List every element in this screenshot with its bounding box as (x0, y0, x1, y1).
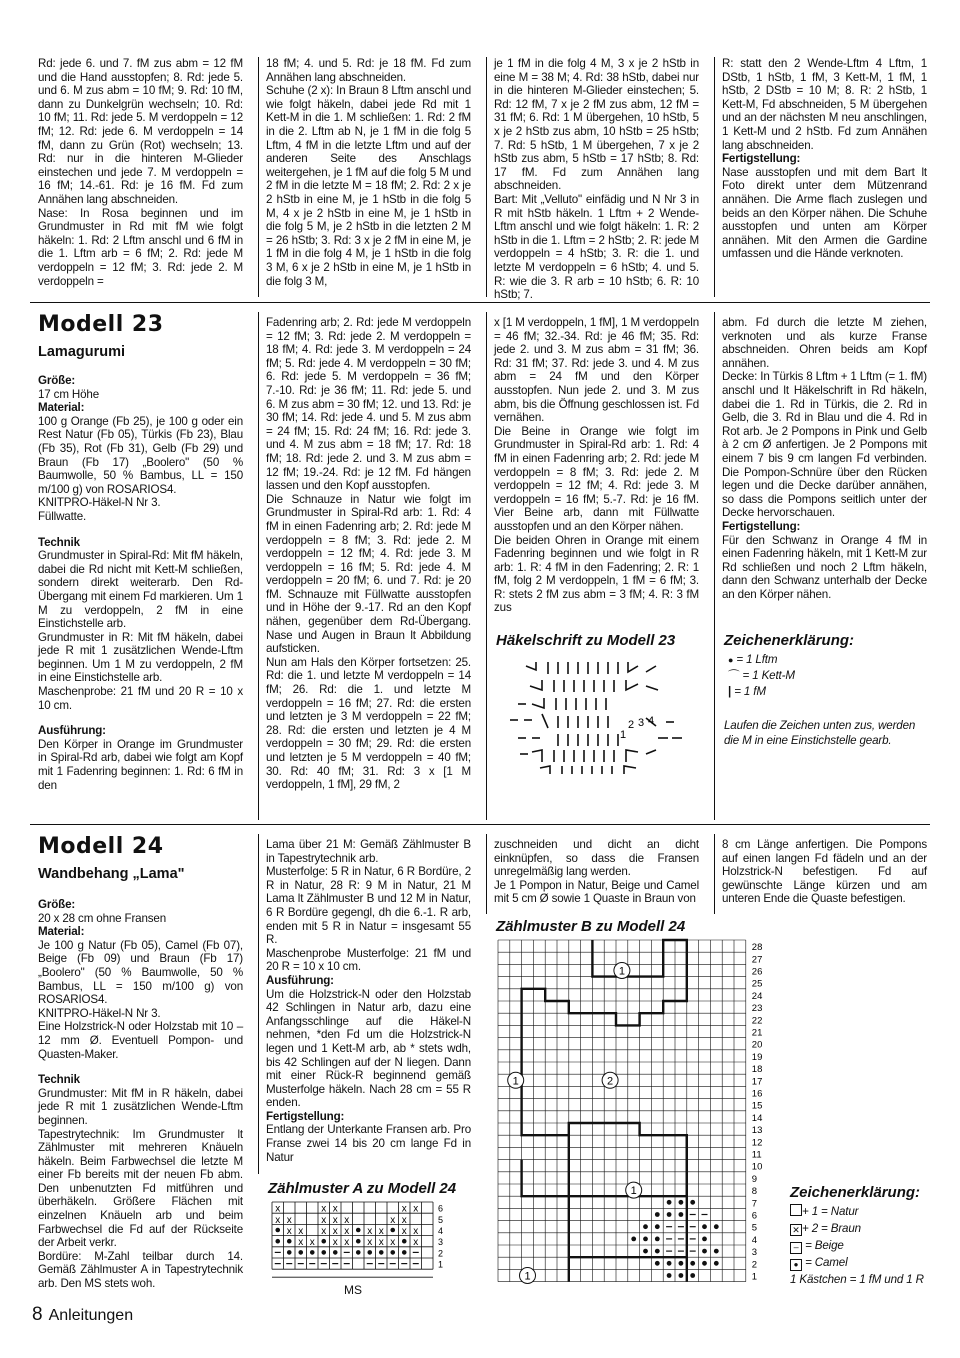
top-col-4 (722, 57, 927, 261)
m24-zaehlmuster-a (270, 1200, 460, 1300)
vdiv-i (714, 834, 715, 914)
m23-technik-h: Technik (38, 535, 80, 549)
top-col-1 (38, 57, 243, 288)
svg-text:11: 11 (751, 1149, 762, 1161)
m23-material2: KNITPRO-Häkel-N Nr 3. (38, 496, 161, 510)
svg-text:14: 14 (751, 1112, 763, 1124)
m23-groesse: 17 cm Höhe (38, 387, 100, 401)
dash-square-icon: – (790, 1242, 802, 1254)
m23-gm-r: Grundmuster in R: Mit fM häkeln, dabei jede R mit 1 zusätzlichen Wende-Lftm beginnen. Um 1 M zu verdoppeln, 2 fM in eine Einstichstelle arb. (38, 630, 243, 685)
bar-icon: | (728, 685, 732, 698)
m23-maschenprobe: Maschenprobe: 21 fM und 20 R = 10 x 10 cm. (38, 685, 243, 712)
top-c4-heading: Fertigstellung: (722, 152, 801, 166)
svg-text:19: 19 (751, 1051, 763, 1063)
m24-col-4 (722, 838, 927, 906)
svg-text:2: 2 (751, 1259, 758, 1271)
chart-num-4: 4 (648, 715, 655, 727)
vdiv-h (486, 834, 487, 914)
m24-zb-legend (790, 1203, 940, 1288)
svg-text:x: x (275, 1214, 281, 1226)
m24-c2-ausf: Ausführung: (266, 973, 334, 987)
m23-c4-heading: Fertigstellung: (722, 519, 801, 533)
zb-legend-braun-text: + 2 = Braun (802, 1222, 861, 1235)
top-c3-p2: Bart: Mit „Velluto" einfädig und N Nr 3 in R mit hStb häkeln. 1 Lftm + 2 Wende-Lftm anschl und wie folgt häkeln: 1. R: 2 hStb in die 1. Lftm = 2 hStb; 2. R: jede M verdoppeln = 4 hStb; 3. R: die 1. und letzte M verdoppeln = 6 hStb; 4. und 5. R: wie die 3. R arb = 10 hStb; 6. R: 10 hStb; 7. (494, 192, 699, 302)
svg-text:1: 1 (438, 1259, 444, 1270)
m23-c3-p1: x [1 M verdoppeln, 1 fM], 1 M verdoppeln = 46 fM; 32.-34. Rd: je 46 fM; 35. Rd: jede 2. und 3. M zus abm = 31 fM; 36. Rd: 31 fM; 37. Rd: jede 3. und 4. M zus abm = 24 fM und den Körper ausstopfen. Nun jede 2. und 3. M zus abm, bis die Öffnung geschlossen ist. Fd vernähen. (494, 316, 699, 425)
svg-text:6: 6 (438, 1203, 444, 1214)
m23-material: 100 g Orange (Fb 25), je 100 g oder ein Rest Natur (Fb 05), Türkis (Fb 23), Blau (Fb 35), Rot (Fb 31), Gelb (Fb 29) und Braun (Fb 17) „Boolero" (50 % Baumwolle, 50 % Bambus, LL = 150 m/100 g) von ROSARIOS4. (38, 414, 243, 496)
vdiv-g (258, 834, 259, 1174)
svg-text:2: 2 (438, 1248, 444, 1259)
top-c4-p2: Nase ausstopfen und mit dem Bart lt Foto direkt unter dem Mützenrand annähen. Die Arme flach zuslegen und beids an den Körper nähen. Die Schuhe ausstopfen und unten am Körper annähen. Mit den Armen die Gardine umfassen und die Hände verknoten. (722, 165, 927, 261)
page-number: 8 (32, 1304, 43, 1325)
arc-dot-icon: ⌒ (728, 669, 740, 682)
page-footer (32, 1304, 133, 1326)
svg-text:27: 27 (751, 954, 763, 966)
svg-text:x: x (298, 1237, 304, 1249)
zb-legend-natur-text: + 1 = Natur (802, 1205, 859, 1218)
svg-text:18: 18 (751, 1064, 763, 1076)
m23-c4-p2: Decke: In Türkis 8 Lftm + 1 Lftm (= 1. fM) anschl und lt Häkelschrift in Rd häkeln, dabei die 1. Rd in Türkis, die 2. Rd in Gelb, die 3. Rd in Blau und die 4. Rd in Rot arb. Je 2 Pompons in Pink und Gelb à 2 cm Ø anfertigen. Je 2 Pompons mit einem 7 bis 9 cm langen Fd verbinden. Die Pompon-Schnüre über den Rücken legen und die Decke darüber annähen, so dass die Pompons seitlich unter der Decke hervorschauen. (722, 370, 927, 520)
m23-c2-p3: Nun am Hals den Körper fortsetzen: 25. Rd: die 1. und letzte M verdoppeln = 14 fM; 26. Rd: die 1. und letzte M verdoppeln = 16 fM; 27. Rd: die ersten und letzten je 3 M verdoppeln = 22 fM; 28. Rd: die ersten und letzten je 4 M verdoppeln = 30 fM; 29. Rd: die ersten und letzten je 5 M verdoppeln = 40 fM; 30. Rd: 40 fM; 31. Rd: 3 x [1 M verdoppeln, 1 fM], 29 fM, 2 (266, 655, 471, 792)
svg-text:4: 4 (438, 1226, 444, 1236)
legend-fm-text: = 1 fM (734, 685, 766, 698)
svg-text:x: x (309, 1237, 315, 1249)
top-col-2 (266, 57, 471, 288)
m23-col-4 (722, 316, 927, 601)
top-c4-p1: R: statt den 2 Wende-Lftm 4 Lftm, 1 DStb, 1 hStb, 1 fM, 3 Kett-M, 1 fM, 1 hStb, 2 DStb = 10 M; 8. R: 2 hStb, 1 Kett-M, Fd abschneiden, 5 M übergehen und an der nächsten M neu anschlingen, 1 Kett-M und 2 hStb. Fd zum Annähen lang abschneiden. (722, 57, 927, 152)
vdiv-a (258, 57, 259, 297)
dot-square-icon: ● (790, 1259, 802, 1271)
m23-gm-spiral: Grundmuster in Spiral-Rd: Mit fM häkeln, dabei die Rd nicht mit Kett-M schließen, sondern direkt weiterarb. Den Rd-Übergang mit einem Fd markieren. Um 1 M zu verdoppeln, 2 fM in eine Einstichstelle arb. (38, 549, 243, 631)
svg-text:x: x (413, 1237, 419, 1249)
m24-c3-p2: Je 1 Pompon in Natur, Beige und Camel mit 5 cm Ø sowie 1 Quaste in Braun von (494, 878, 699, 906)
svg-text:2: 2 (607, 1075, 614, 1088)
svg-text:7: 7 (751, 1198, 758, 1210)
chart-num-3: 3 (638, 717, 645, 729)
svg-text:x: x (390, 1237, 396, 1249)
svg-text:20: 20 (751, 1039, 763, 1051)
svg-text:x: x (401, 1203, 407, 1215)
vdiv-c (714, 57, 715, 297)
svg-text:5: 5 (438, 1214, 444, 1225)
m24-material3: Eine Holzstrick-N oder Holzstab mit 10 – 12 mm Ø. Eventuell Pompon- und Quasten-Maker. (38, 1020, 243, 1061)
svg-text:x: x (344, 1237, 350, 1249)
svg-text:x: x (332, 1203, 338, 1215)
svg-text:x: x (344, 1226, 350, 1237)
svg-text:x: x (401, 1226, 407, 1237)
chart-num-2: 2 (628, 719, 635, 731)
m24-c2-fert: Fertigstellung: (266, 1109, 345, 1123)
top-c2-p1: 18 fM; 4. und 5. Rd: je 18 fM. Fd zum Annähen lang abschneiden. (266, 57, 471, 84)
svg-text:x: x (332, 1214, 338, 1226)
m23-ausf: Den Körper in Orange im Grundmuster in Spiral-Rd arb, dabei wie folgt am Kopf mit 1 Fadenring beginnen: 1. Rd: 6 fM in den (38, 737, 243, 792)
m24-c2-p3: Maschenprobe Musterfolge: 21 fM und 20 R = 10 x 10 cm. (266, 946, 471, 974)
m24-c2-p1: Lama über 21 M: Gemäß Zählmuster B in Tapestrytechnik arb. (266, 838, 471, 865)
svg-text:x: x (298, 1226, 304, 1237)
svg-text:21: 21 (751, 1027, 763, 1039)
legend-fm (728, 684, 928, 700)
svg-text:x: x (321, 1214, 327, 1226)
m24-za-ms: MS (344, 1283, 362, 1297)
m24-col-3 (494, 838, 699, 906)
m24-zb-legend-caption: Zeichenerklärung: (790, 1184, 921, 1201)
svg-text:12: 12 (751, 1137, 763, 1149)
m24-material-h: Material: (38, 925, 85, 939)
dot-icon: ● (728, 655, 734, 665)
svg-text:x: x (332, 1237, 338, 1249)
vdiv-d (258, 312, 259, 820)
vdiv-f (714, 312, 715, 820)
m23-material3: Füllwatte. (38, 509, 87, 523)
m24-c2-p5: Entlang der Unterkante Fransen arb. Pro Franse zwei 14 bis 20 cm lange Fd in Natur (266, 1123, 471, 1164)
m24-material: Je 100 g Natur (Fb 05), Camel (Fb 07), Beige (Fb 09) und Braun (Fb 17) „Boolero" (50 % Baumwolle, 50 % Bambus, LL = 150 m/100 g) von ROSARIOS4. (38, 938, 243, 1007)
svg-text:x: x (390, 1214, 396, 1226)
svg-text:10: 10 (751, 1161, 763, 1173)
legend-lftm (728, 652, 928, 668)
m24-title: Modell 24 (38, 834, 164, 859)
chart-num-1: 1 (620, 729, 627, 741)
svg-text:x: x (378, 1226, 384, 1237)
divider-top (30, 302, 930, 303)
svg-text:9: 9 (751, 1173, 758, 1185)
m24-technik-h: Technik (38, 1073, 80, 1087)
m24-bord: Bordüre: M-Zahl teilbar durch 14. Gemäß Zählmuster A in Tapestrytechnik arb. Den MS stets woh. (38, 1249, 243, 1291)
svg-text:25: 25 (751, 978, 763, 990)
svg-text:1: 1 (630, 1185, 637, 1198)
vdiv-b (486, 57, 487, 297)
m24-zb-caption: Zählmuster B zu Modell 24 (496, 918, 686, 935)
svg-text:3: 3 (438, 1237, 444, 1248)
chart-strokes (510, 662, 682, 774)
svg-text:3: 3 (751, 1247, 758, 1259)
m23-haekelschrift-chart (496, 654, 706, 774)
m23-legend-note: Laufen die Zeichen unten zus, werden die M in eine Einstichstelle gearb. (724, 719, 916, 747)
svg-text:1: 1 (512, 1075, 519, 1088)
m24-tap: Tapestrytechnik: Im Grundmuster lt Zählmuster mit mehreren Knäueln häkeln. Beim Farbwechsel die letzte M einer Fb bereits mit der neuen Fb abm. Den unbenutzten Fd mitführen und überhäkeln. Größere Flächen mit einzelnen Knäueln arb und beim Farbwechsel die Fd auf der Rückseite der Arbeit verkr. (38, 1127, 243, 1250)
svg-text:x: x (367, 1226, 373, 1237)
zb-legend-beige-text: = Beige (805, 1239, 844, 1252)
m24-c4-p1: 8 cm Länge anfertigen. Die Pompons auf einen langen Fd fädeln und an der Holzstrick-N befestigen. Fd auf gewünschte Länge kürzen und am unteren Ende die Quaste befestigen. (722, 838, 927, 906)
m23-subtitle: Lamagurumi (38, 344, 126, 360)
m24-c3-p1: zuschneiden und dicht an dicht einknüpfen, so dass die Fransen unregelmäßig lang werden. (494, 838, 699, 879)
zb-legend-beige (790, 1237, 940, 1254)
divider-mid (30, 824, 930, 825)
svg-text:4: 4 (751, 1234, 758, 1246)
svg-text:17: 17 (751, 1076, 763, 1088)
m23-col-3 (494, 316, 699, 615)
m24-col-2 (266, 838, 471, 1164)
svg-text:1: 1 (751, 1271, 758, 1283)
svg-text:x: x (378, 1237, 384, 1249)
svg-text:13: 13 (751, 1125, 763, 1137)
m24-gm: Grundmuster: Mit fM in R häkeln, dabei jede R mit 1 zusätzlichen Wende-Lftm beginnen. (38, 1086, 243, 1127)
m24-groesse-h: Größe: (38, 898, 76, 911)
m23-c3-p2: Die Beine in Orange wie folgt im Grundmuster in Spiral-Rd arb: 1. Rd: 4 fM in einen Fadenring arb; 2. Rd: jede M verdoppeln = 8 fM; 3. Rd: jede 2. M verdoppeln = 12 fM; 4. Rd: jede 3. M verdoppeln = 16 fM; 5.-7. Rd: je 16 fM. Vier Beine arb, dann mit Füllwatte ausstopfen und an den Körper nähen. (494, 424, 699, 533)
m23-haekelschrift-caption: Häkelschrift zu Modell 23 (496, 632, 676, 649)
top-col-3 (494, 57, 699, 302)
zb-legend-camel (790, 1254, 940, 1271)
svg-text:15: 15 (751, 1100, 763, 1112)
svg-text:26: 26 (751, 966, 763, 978)
top-c2-p2: Schuhe (2 x): In Braun 8 Lftm anschl und wie folgt häkeln, dabei jede Rd mit 1 Kett-M in die 1. M schließen: 1. Rd: 2 fM in die 2. Lftm ab N, je 1 fM in die folg 5 Lftm, 4 fM in die letzte Lftm und auf der anderen Seite des Anschlags weitergehen, je 1 fM auf die folg 5 M und 2 fM in die letzte M = 18 fM; 2. Rd: 2 x je 2 hStb in eine M, je 1 hStb in die folg 5 M, 4 x je 2 hStb in eine M, je 1 hStb in die folg 5 M, je 2 hStb in die letzten 2 M = 26 hStb; 3. Rd: 3 x je 2 fM in eine M, je 1 fM in die folg 4 M, je 1 hStb in die folg 3 M, 6 x je 2 hStb in eine M, je 1 hStb in die folg 3 M, (266, 84, 471, 288)
svg-text:x: x (413, 1203, 419, 1215)
svg-text:8: 8 (751, 1186, 758, 1198)
empty-square-icon (790, 1204, 802, 1216)
m23-material-h: Material: (38, 401, 85, 415)
svg-text:x: x (413, 1226, 419, 1237)
svg-text:x: x (367, 1237, 373, 1249)
m24-c2-p4: Um die Holzstrick-N oder den Holzstab 42 Schlingen in Natur arb, dazu eine Anfangsschlinge auf die Häkel-N nehmen, *den Fd um die Holzstrick-N legen und 1 Kett-M arb, ab * stets wdh, bis 42 Schlingen auf der N liegen. Dann mit einer Rück-R beginnend gemäß Musterfolge häkeln. Nach 28 cm = 55 R enden. (266, 987, 471, 1110)
m23-c2-p1: Fadenring arb; 2. Rd: jede M verdoppeln = 12 fM; 3. Rd: jede 2. M verdoppeln = 18 fM; 4. Rd: jede 3. M verdoppeln = 24 fM; 5. Rd: jede 4. M verdoppeln = 30 fM; 6. Rd: jede 5. M verdoppeln = 36 fM; 7.-10. Rd: je 36 fM; 11. Rd: jede 5. und 6. M zus abm = 30 fM; 12. und 13. Rd: je 30 fM; 14. Rd: jede 4. und 5. M zus abm = 24 fM; 15. Rd: 24 fM; 16. Rd: jede 3. und 4. M zus abm = 18 fM; 17. Rd: 18 fM; 18. Rd: jede 2. und 3. M zus abm = 12 fM; 19.-24. Rd: je 12 fM. Fd hängen lassen und den Kopf ausstopfen. (266, 316, 471, 493)
top-c3-p1: je 1 fM in die folg 4 M, 3 x je 2 hStb in eine M = 38 M; 4. Rd: 38 hStb, dabei nur in die hinteren M-Glieder einstechen; 5. Rd: 12 fM, 7 x je 2 fM zus abm, 12 fM = 31 fM; 6. Rd: 1 M übergehen, 10 hStb, 5 x je 2 hStb zus abm, 10 hStb = 25 hStb; 7. Rd: 5 hStb, 1 M übergehen, 7 x je 2 hStb zus abm, 5 hStb = 17 hStb; 8. Rd: 17 fM. Fd zum Annähen lang abschneiden. (494, 57, 699, 193)
top-c1-p1: Rd: jede 6. und 7. fM zus abm = 12 fM und die Hand ausstopfen; 8. Rd: jede 5. und 6. M zus abm = 10 fM; 9. Rd: 10 fM, dann zu Dunkelgrün wechseln; 10. Rd: 10 fM; 11. Rd: jede 5. M verdoppeln = 12 fM; 12. Rd: jede 6. M verdoppeln = 14 fM, dann zu Grün (Rot) wechseln; 13. Rd: nur in die hinteren M-Glieder einstechen und jede 7. M verdoppeln = 16 fM; 14.-61. Rd: je 16 fM. Fd zum Annähen lang abschneiden. (38, 57, 243, 206)
m23-groesse-h: Größe: (38, 374, 76, 387)
legend-lftm-text: = 1 Lftm (736, 653, 778, 666)
svg-text:x: x (344, 1214, 350, 1226)
m24-za-caption: Zählmuster A zu Modell 24 (268, 1180, 457, 1197)
svg-text:16: 16 (751, 1088, 763, 1100)
m24-zaehlmuster-b (496, 938, 786, 1290)
m24-material2: KNITPRO-Häkel-N Nr 3. (38, 1006, 161, 1020)
m23-legend-caption: Zeichenerklärung: (724, 632, 855, 649)
svg-text:x: x (286, 1214, 292, 1226)
m23-col-1 (38, 374, 243, 792)
svg-text:x: x (286, 1226, 292, 1237)
zb-legend-braun (790, 1220, 940, 1237)
svg-text:6: 6 (751, 1210, 758, 1222)
svg-text:22: 22 (751, 1015, 763, 1027)
svg-text:28: 28 (751, 942, 763, 954)
m23-c3-p3: Die beiden Ohren in Orange mit einem Fadenring beginnen und wie folgt in R arb: 1. R: 4 fM in den Fadenring; 2. R: 1 fM, folg 2 M verdoppeln, 1 fM = 6 fM; 3. R: stets 2 fM zus abm = 3 fM; 4. R: 3 fM zus (494, 533, 699, 615)
m23-col-2 (266, 316, 471, 792)
svg-text:24: 24 (751, 990, 763, 1002)
m24-col-1 (38, 898, 243, 1291)
m24-subtitle: Wandbehang „Lama" (38, 866, 185, 882)
m23-c4-p1: abm. Fd durch die letzte M ziehen, verknoten und als kurze Franse abschneiden. Ohren beids am Kopf annähen. (722, 316, 927, 370)
svg-text:x: x (321, 1226, 327, 1237)
m23-title: Modell 23 (38, 312, 164, 337)
svg-text:1: 1 (524, 1270, 531, 1283)
legend-kettm-text: = 1 Kett-M (742, 669, 795, 682)
m23-c2-p2: Die Schnauze in Natur wie folgt im Grundmuster in Spiral-Rd arb: 1. Rd: 4 fM in einen Fadenring arb; 2. Rd: jede M verdoppeln = 8 fM; 3. Rd: jede 2. M verdoppeln = 12 fM; 4. Rd: jede 3. M verdoppeln = 16 fM; 5. Rd: jede 4. M verdoppeln = 20 fM; 6. und 7. Rd: je 20 fM. Schnauze mit Füllwatte ausstopfen und in Höhe der 9.-17. Rd an den Kopf nähen, gegenüber dem Rd-Übergang. Nase und Augen in Braun lt Abbildung aufsticken. (266, 492, 471, 656)
cross-square-icon: ✕ (790, 1224, 802, 1236)
svg-text:5: 5 (751, 1222, 758, 1234)
footer-label: Anleitungen (48, 1307, 134, 1324)
legend-kettm (728, 668, 928, 684)
svg-text:x: x (332, 1226, 338, 1237)
m23-legend (728, 652, 928, 700)
zb-legend-natur (790, 1203, 940, 1220)
top-c1-p2: Nase: In Rosa beginnen und im Grundmuster in Rd mit fM wie folgt häkeln: 1. Rd: 2 Lftm anschl und 6 fM in die 1. Lftm arb = 6 fM; 2. Rd: jede M verdoppeln = 12 fM; 3. Rd: jede 2. M verdoppeln = (38, 206, 243, 288)
svg-text:1: 1 (618, 965, 625, 978)
m24-c2-p2: Musterfolge: 5 R in Natur, 6 R Bordüre, 2 R in Natur, 28 R: 9 M in Natur, 21 M Lama lt Zählmuster B und 12 M in Natur, 6 R Bordüre gegengl, dh die 6.-1. R arb, enden mit 5 R in Natur = insgesamt 55 R. (266, 865, 471, 947)
m23-c4-p3: Für den Schwanz in Orange 4 fM in einen Fadenring häkeln, mit 1 Kett-M zur Rd schließen und noch 2 Lftm häkeln, dann den Schwanz unterhalb der Decke an den Körper nähen. (722, 533, 927, 601)
svg-text:x: x (401, 1214, 407, 1226)
svg-text:x: x (321, 1203, 327, 1215)
m23-ausf-h: Ausführung: (38, 724, 106, 738)
zb-legend-camel-text: = Camel (805, 1256, 848, 1269)
zb-note: 1 Kästchen = 1 fM und 1 R (790, 1273, 924, 1286)
svg-text:23: 23 (751, 1003, 763, 1015)
vdiv-e (486, 312, 487, 820)
svg-text:x: x (275, 1203, 281, 1215)
m24-groesse: 20 x 28 cm ohne Fransen (38, 911, 167, 925)
